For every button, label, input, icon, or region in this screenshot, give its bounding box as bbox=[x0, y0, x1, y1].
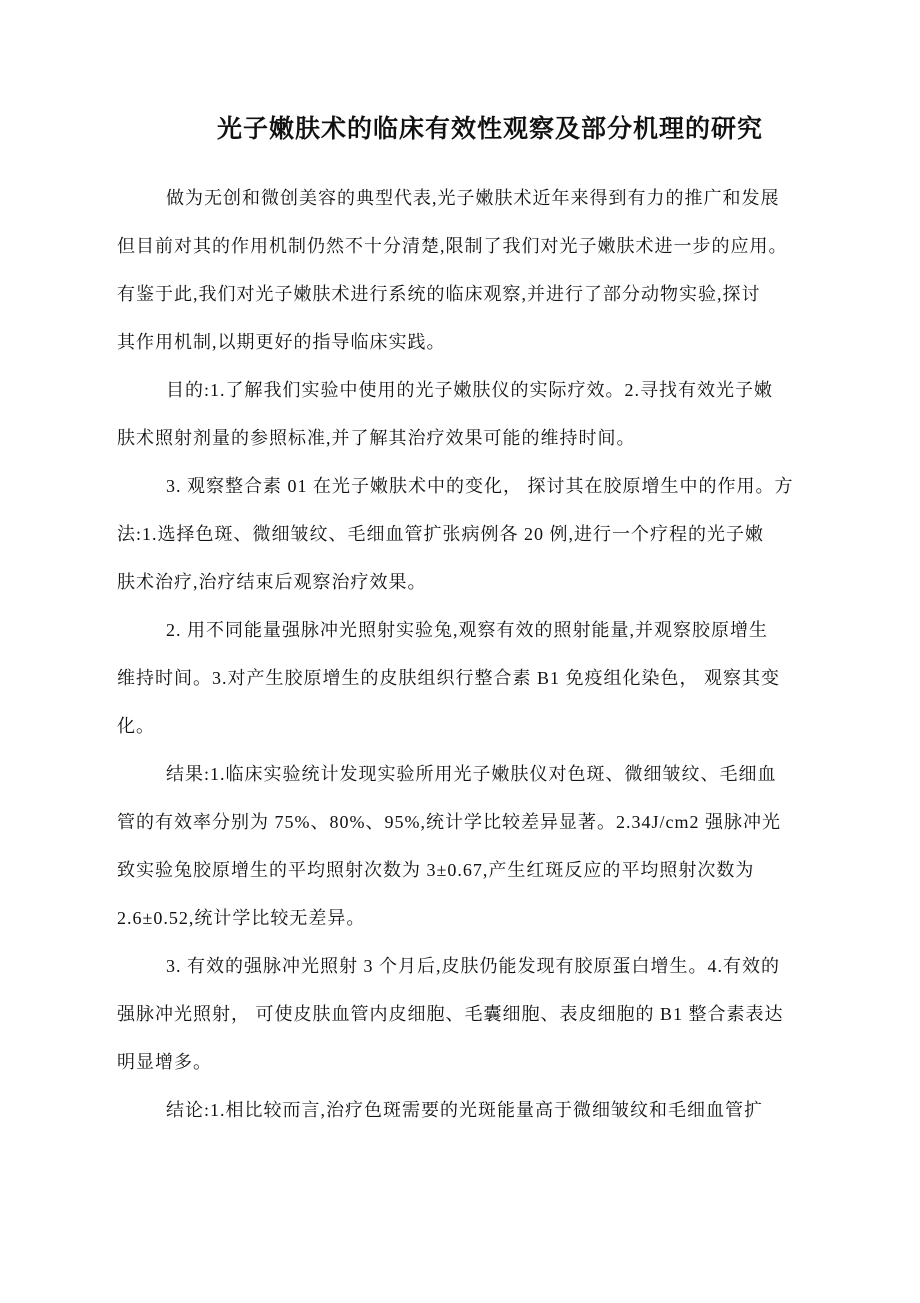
body-line: 做为无创和微创美容的典型代表,光子嫩肤术近年来得到有力的推广和发展 bbox=[166, 188, 780, 208]
body-line: 肤术治疗,治疗结束后观察治疗效果。 bbox=[117, 572, 427, 592]
body-line: 结果:1.临床实验统计发现实验所用光子嫩肤仪对色斑、微细皱纹、毛细血 bbox=[166, 764, 777, 784]
body-line: 其作用机制,以期更好的指导临床实践。 bbox=[117, 332, 446, 352]
body-line: 维持时间。3.对产生胶原增生的皮肤组织行整合素 B1 免疫组化染色， 观察其变 bbox=[117, 668, 781, 688]
body-line: 目的:1.了解我们实验中使用的光子嫩肤仪的实际疗效。2.寻找有效光子嫩 bbox=[166, 380, 773, 400]
document-body bbox=[117, 174, 803, 1134]
body-line: 2.6±0.52,统计学比较无差异。 bbox=[117, 908, 366, 928]
body-line: 管的有效率分别为 75%、80%、95%,统计学比较差异显著。2.34J/cm2 强脉冲光 bbox=[117, 812, 781, 832]
body-line: 结论:1.相比较而言,治疗色斑需要的光斑能量高于微细皱纹和毛细血管扩 bbox=[166, 1100, 763, 1120]
body-line: 致实验兔胶原增生的平均照射次数为 3±0.67,产生红斑反应的平均照射次数为 bbox=[117, 860, 755, 880]
body-line: 法:1.选择色斑、微细皱纹、毛细血管扩张病例各 20 例,进行一个疗程的光子嫩 bbox=[117, 524, 764, 544]
body-line: 明显增多。 bbox=[117, 1052, 212, 1072]
document-title: 光子嫩肤术的临床有效性观察及部分机理的研究 bbox=[216, 116, 763, 143]
body-line: 肤术照射剂量的参照标准,并了解其治疗效果可能的维持时间。 bbox=[117, 428, 636, 448]
body-line: 但目前对其的作用机制仍然不十分清楚,限制了我们对光子嫩肤术进一步的应用。 bbox=[117, 236, 788, 256]
body-line: 化。 bbox=[117, 716, 155, 736]
body-line: 3. 观察整合素 01 在光子嫩肤术中的变化， 探讨其在胶原增生中的作用。方 bbox=[166, 476, 794, 496]
body-line: 有鉴于此,我们对光子嫩肤术进行系统的临床观察,并进行了部分动物实验,探讨 bbox=[117, 284, 761, 304]
body-line: 强脉冲光照射， 可使皮肤血管内皮细胞、毛囊细胞、表皮细胞的 B1 整合素表达 bbox=[117, 1004, 784, 1024]
body-line: 2. 用不同能量强脉冲光照射实验兔,观察有效的照射能量,并观察胶原增生 bbox=[166, 620, 768, 640]
body-line: 3. 有效的强脉冲光照射 3 个月后,皮肤仍能发现有胶原蛋白增生。4.有效的 bbox=[166, 956, 780, 976]
